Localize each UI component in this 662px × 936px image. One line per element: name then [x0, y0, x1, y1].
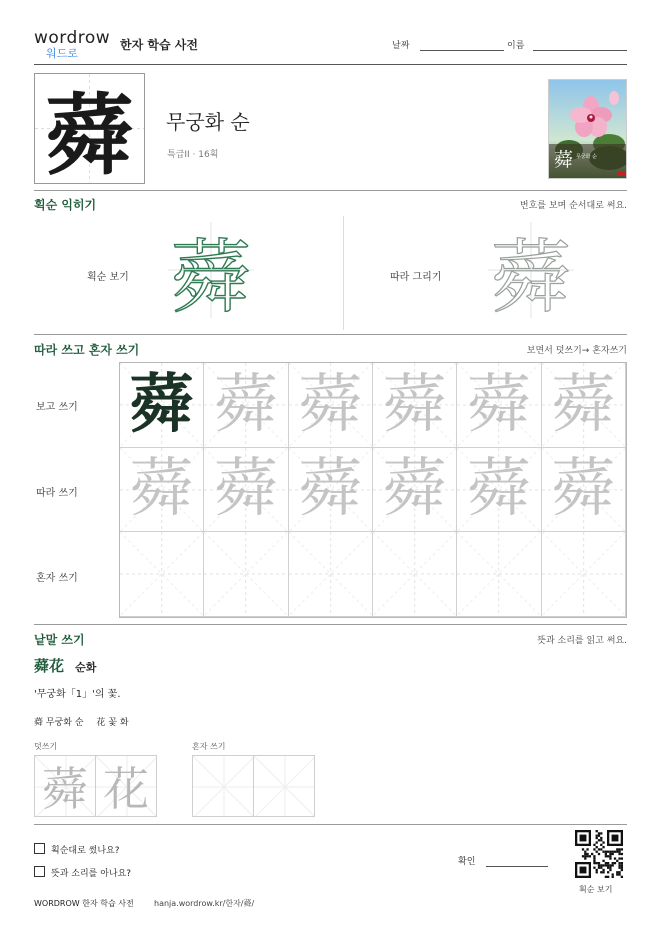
main-char-box: [34, 73, 145, 187]
practice-cell[interactable]: [120, 448, 204, 533]
word-trace-glyph-2: 花: [103, 762, 149, 816]
word-divider: [34, 824, 627, 825]
practice-cell[interactable]: [120, 363, 204, 448]
logo-wordmark: wordrow: [34, 28, 111, 48]
logo: [34, 30, 112, 66]
cell-guides: [254, 756, 314, 816]
word-trace-cell-1[interactable]: [34, 755, 96, 817]
practice-cell[interactable]: [373, 532, 457, 617]
checkbox-1[interactable]: [34, 843, 45, 854]
practice-section-hint: 보면서 덧쓰기→ 혼자쓰기: [526, 346, 627, 356]
qr-code[interactable]: [575, 830, 623, 878]
header-title: 한자 학습 사전: [120, 38, 198, 52]
practice-cell[interactable]: [457, 363, 541, 448]
word-section-hint: 뜻과 소리를 읽고 써요.: [537, 636, 627, 646]
word-definition: '무궁화「1」'의 꽃.: [34, 689, 121, 700]
name-blank[interactable]: [533, 38, 627, 51]
cell-guides: [120, 532, 203, 616]
practice-cell[interactable]: [457, 532, 541, 617]
word-trace-cell-2[interactable]: [95, 755, 157, 817]
word-section-title: 낱말 쓰기: [34, 633, 85, 647]
word-trace-label: 덧쓰기: [34, 742, 58, 751]
trace-draw-label: 따라 그리기: [390, 272, 442, 283]
practice-glyph: 蕣: [382, 452, 447, 527]
flower-thumbnail: [548, 79, 627, 179]
stroke-order-glyph: 蕣: [171, 230, 251, 324]
check-item-2[interactable]: [34, 866, 131, 879]
cell-guides: [193, 756, 253, 816]
confirm-blank[interactable]: [486, 854, 548, 867]
flower-image: [549, 80, 627, 179]
practice-glyph: 蕣: [213, 367, 278, 442]
practice-glyph: 蕣: [129, 366, 194, 442]
practice-cell[interactable]: [204, 363, 288, 448]
char-grade-info: 특급II · 16획: [167, 150, 219, 160]
stroke-section-hint: 번호를 보며 순서대로 써요.: [519, 201, 627, 211]
gloss2-text: 꽃 화: [108, 718, 129, 728]
word-trace-glyph-1: 蕣: [42, 762, 88, 816]
check-item-1-label: 획순대로 썼나요?: [51, 846, 120, 856]
practice-glyph: 蕣: [466, 367, 531, 442]
gloss1-char: 蕣: [34, 718, 44, 728]
practice-cell[interactable]: [204, 532, 288, 617]
cell-guides: [289, 532, 372, 616]
practice-glyph: 蕣: [213, 452, 278, 527]
gloss1-text: 무궁화 순: [45, 718, 84, 728]
practice-cell[interactable]: [204, 448, 288, 533]
practice-divider: [34, 624, 627, 625]
word-solo-cell-2[interactable]: [253, 755, 315, 817]
word-reading: 순화: [75, 661, 97, 674]
word-glosses: [34, 715, 129, 728]
qr-caption: 획순 보기: [579, 885, 613, 894]
practice-cell[interactable]: [120, 532, 204, 617]
name-field[interactable]: [507, 38, 627, 51]
thumb-glyph: 蕣: [554, 149, 574, 171]
practice-glyph: 蕣: [298, 367, 363, 442]
date-label: 날짜: [392, 41, 410, 51]
footer-brand: WORDROW 한자 학습 사전: [34, 899, 134, 908]
practice-cell[interactable]: [289, 448, 373, 533]
cell-guides: [373, 532, 456, 616]
practice-glyph: 蕣: [298, 452, 363, 527]
practice-grid: [119, 362, 627, 618]
stroke-divider: [34, 334, 627, 335]
stroke-order-box: [168, 222, 254, 324]
cell-guides: [204, 532, 287, 616]
practice-cell[interactable]: [373, 448, 457, 533]
stroke-view-label: 획순 보기: [87, 272, 129, 283]
row-label-look: 보고 쓰기: [36, 402, 78, 413]
word-solo-label: 혼자 쓰기: [192, 742, 226, 751]
stroke-column-divider: [343, 216, 344, 330]
practice-glyph: 蕣: [551, 452, 616, 527]
word-solo-cell-1[interactable]: [192, 755, 254, 817]
cell-guides: [457, 532, 540, 616]
word-heading: [34, 655, 96, 676]
practice-cell[interactable]: [289, 532, 373, 617]
practice-cell[interactable]: [542, 532, 626, 617]
char-meaning-sound: 무궁화 순: [166, 110, 250, 134]
row-label-trace: 따라 쓰기: [36, 488, 78, 499]
practice-cell[interactable]: [542, 363, 626, 448]
trace-draw-box[interactable]: [488, 222, 574, 324]
confirm-field[interactable]: [458, 854, 548, 867]
date-field[interactable]: [392, 38, 504, 51]
practice-glyph: 蕣: [129, 452, 194, 527]
practice-glyph: 蕣: [382, 367, 447, 442]
check-item-2-label: 뜻과 소리를 아나요?: [51, 869, 132, 879]
date-blank[interactable]: [420, 38, 504, 51]
row-label-solo: 혼자 쓰기: [36, 573, 78, 584]
practice-cell[interactable]: [542, 448, 626, 533]
word-hanja: 蕣花: [34, 657, 65, 675]
practice-cell[interactable]: [289, 363, 373, 448]
checkbox-2[interactable]: [34, 866, 45, 877]
logo-korean: 워드로: [46, 47, 78, 60]
footer-url[interactable]: hanja.wordrow.kr/한자/蕣/: [154, 899, 255, 908]
name-label: 이름: [507, 41, 525, 51]
confirm-label: 확인: [458, 857, 476, 867]
stroke-section-title: 획순 익히기: [34, 198, 97, 212]
char-divider: [34, 190, 627, 191]
practice-cell[interactable]: [457, 448, 541, 533]
gloss2-char: 花: [96, 718, 106, 728]
practice-cell[interactable]: [373, 363, 457, 448]
practice-glyph: 蕣: [551, 367, 616, 442]
practice-glyph: 蕣: [466, 452, 531, 527]
qr-icon: [575, 830, 623, 878]
main-char-glyph: 蕣: [45, 82, 134, 187]
practice-section-title: 따라 쓰고 혼자 쓰기: [34, 343, 140, 357]
check-item-1[interactable]: [34, 843, 120, 856]
cell-guides: [542, 532, 625, 616]
thumb-caption: 무궁화 순: [576, 154, 597, 160]
trace-draw-glyph: 蕣: [491, 230, 571, 324]
